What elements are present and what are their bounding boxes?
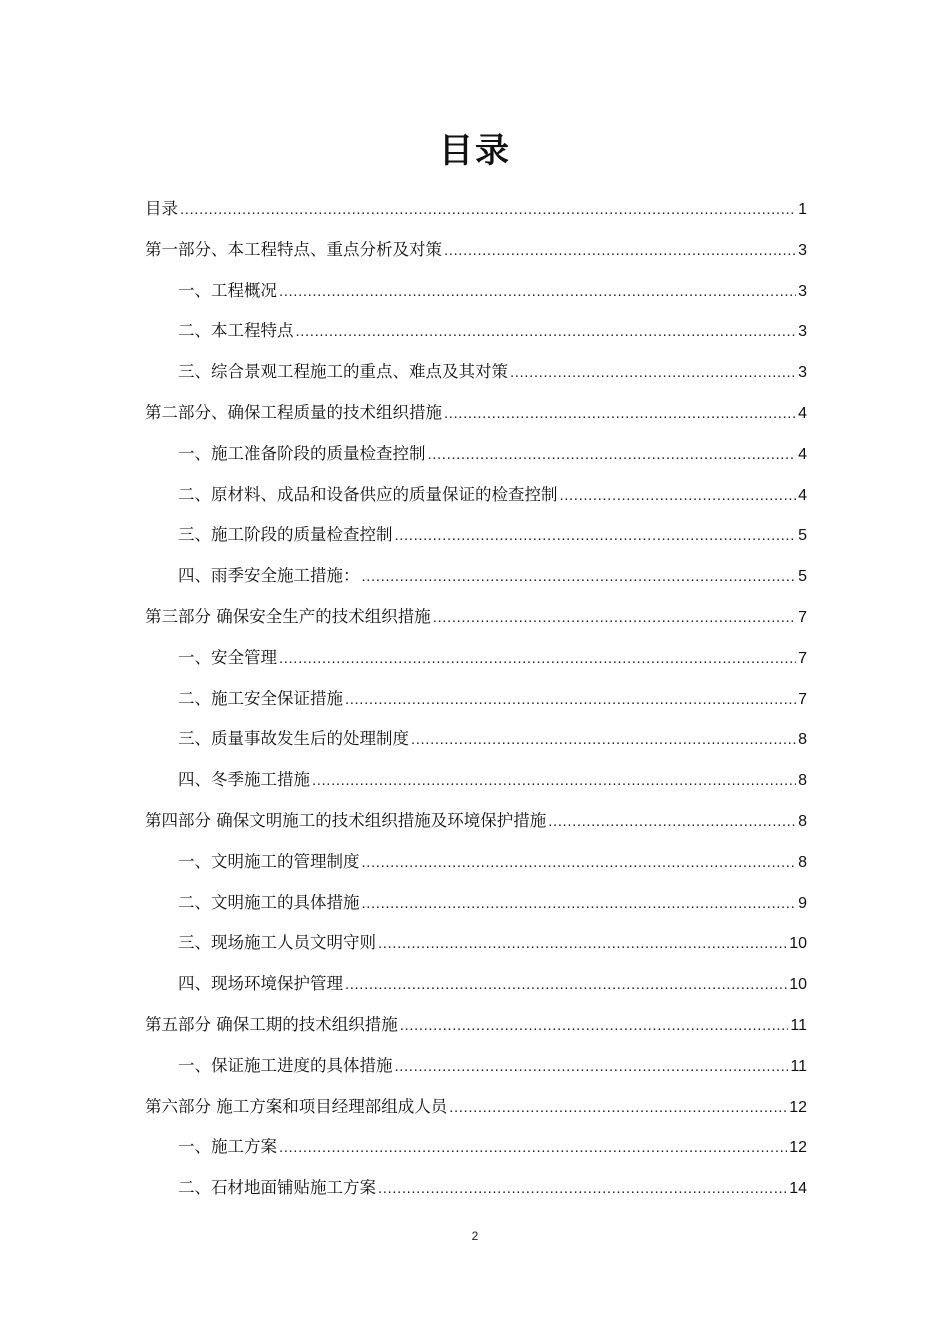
toc-entry-page[interactable]: 12 bbox=[789, 1139, 807, 1157]
toc-entry-page[interactable]: 12 bbox=[789, 1098, 807, 1116]
toc-dot-leader bbox=[400, 1006, 789, 1047]
toc-dot-leader bbox=[362, 843, 797, 884]
toc-entry[interactable] bbox=[145, 393, 807, 434]
toc-entry[interactable] bbox=[145, 1046, 807, 1087]
toc-dot-leader bbox=[395, 1047, 789, 1088]
toc-dot-leader bbox=[548, 802, 796, 843]
toc-entry-title[interactable]: 第三部分 确保安全生产的技术组织措施 bbox=[145, 606, 431, 626]
toc-entry[interactable] bbox=[145, 1127, 807, 1168]
toc-dot-leader bbox=[180, 190, 796, 231]
toc-entry-title[interactable]: 三、综合景观工程施工的重点、难点及其对策 bbox=[178, 362, 508, 382]
page-number: 2 bbox=[471, 1229, 479, 1243]
toc-entry-page[interactable]: 8 bbox=[798, 853, 807, 871]
toc-entry-page[interactable]: 8 bbox=[798, 772, 807, 790]
toc-entry[interactable] bbox=[145, 1168, 807, 1209]
toc-dot-leader bbox=[449, 1088, 787, 1129]
toc-entry[interactable] bbox=[145, 434, 807, 475]
table-of-contents bbox=[145, 189, 807, 1209]
toc-entry-title[interactable]: 第六部分 施工方案和项目经理部组成人员 bbox=[145, 1096, 448, 1116]
toc-entry-page[interactable]: 8 bbox=[798, 731, 807, 749]
toc-entry-page[interactable]: 11 bbox=[790, 1016, 807, 1034]
toc-entry-title[interactable]: 第五部分 确保工期的技术组织措施 bbox=[145, 1014, 398, 1034]
toc-entry[interactable] bbox=[145, 679, 807, 720]
toc-entry-title[interactable]: 三、施工阶段的质量检查控制 bbox=[178, 525, 393, 545]
toc-entry-page[interactable]: 1 bbox=[798, 201, 807, 218]
toc-entry[interactable] bbox=[145, 964, 807, 1005]
toc-dot-leader bbox=[279, 639, 796, 680]
toc-entry[interactable] bbox=[145, 352, 807, 393]
toc-entry-title[interactable]: 三、质量事故发生后的处理制度 bbox=[178, 729, 409, 749]
toc-entry[interactable] bbox=[145, 883, 807, 924]
toc-entry-page[interactable]: 7 bbox=[798, 608, 807, 626]
toc-entry-title[interactable]: 二、石材地面铺贴施工方案 bbox=[178, 1178, 376, 1198]
toc-entry[interactable] bbox=[145, 189, 807, 230]
toc-entry-page[interactable]: 4 bbox=[798, 486, 807, 504]
toc-entry-page[interactable]: 10 bbox=[789, 976, 807, 994]
toc-dot-leader bbox=[345, 680, 796, 721]
toc-dot-leader bbox=[279, 1128, 787, 1169]
toc-entry[interactable] bbox=[145, 842, 807, 883]
toc-entry-page[interactable]: 4 bbox=[798, 445, 807, 463]
toc-entry-page[interactable]: 9 bbox=[798, 894, 807, 912]
toc-entry-title[interactable]: 目录 bbox=[145, 199, 178, 218]
toc-entry-page[interactable]: 7 bbox=[798, 649, 807, 667]
toc-entry-title[interactable]: 二、文明施工的具体措施 bbox=[178, 892, 360, 912]
toc-entry-title[interactable]: 一、工程概况 bbox=[178, 280, 277, 300]
toc-entry-page[interactable]: 3 bbox=[798, 364, 807, 382]
toc-entry-title[interactable]: 一、安全管理 bbox=[178, 647, 277, 667]
toc-entry[interactable] bbox=[145, 515, 807, 556]
toc-entry-title[interactable]: 第四部分 确保文明施工的技术组织措施及环境保护措施 bbox=[145, 810, 547, 830]
toc-dot-leader bbox=[444, 231, 796, 272]
toc-entry-title[interactable]: 一、文明施工的管理制度 bbox=[178, 851, 360, 871]
toc-dot-leader bbox=[378, 1169, 787, 1210]
toc-entry-title[interactable]: 三、现场施工人员文明守则 bbox=[178, 933, 376, 953]
toc-entry-page[interactable]: 14 bbox=[789, 1180, 807, 1198]
toc-entry-page[interactable]: 5 bbox=[798, 568, 807, 586]
toc-entry-title[interactable]: 二、施工安全保证措施 bbox=[178, 688, 343, 708]
toc-entry-title[interactable]: 四、现场环境保护管理 bbox=[178, 974, 343, 994]
toc-entry[interactable] bbox=[145, 719, 807, 760]
toc-entry[interactable] bbox=[145, 923, 807, 964]
toc-entry-title[interactable]: 四、冬季施工措施 bbox=[178, 770, 310, 790]
toc-dot-leader bbox=[345, 965, 787, 1006]
toc-entry[interactable] bbox=[145, 311, 807, 352]
toc-dot-leader bbox=[312, 761, 796, 802]
toc-entry-page[interactable]: 3 bbox=[798, 323, 807, 341]
toc-entry[interactable] bbox=[145, 638, 807, 679]
toc-dot-leader bbox=[428, 435, 797, 476]
toc-dot-leader bbox=[560, 476, 797, 517]
toc-dot-leader bbox=[279, 272, 796, 313]
toc-entry-title[interactable]: 一、施工方案 bbox=[178, 1137, 277, 1157]
toc-entry[interactable] bbox=[145, 597, 807, 638]
toc-dot-leader bbox=[362, 557, 797, 598]
toc-entry[interactable] bbox=[145, 556, 807, 597]
toc-entry-page[interactable]: 3 bbox=[798, 241, 807, 259]
toc-entry[interactable] bbox=[145, 801, 807, 842]
toc-dot-leader bbox=[296, 312, 797, 353]
toc-entry-page[interactable]: 5 bbox=[798, 527, 807, 545]
toc-entry-page[interactable]: 3 bbox=[798, 282, 807, 300]
toc-dot-leader bbox=[444, 394, 796, 435]
toc-entry-title[interactable]: 一、施工准备阶段的质量检查控制 bbox=[178, 443, 426, 463]
toc-dot-leader bbox=[395, 516, 797, 557]
toc-entry-page[interactable]: 11 bbox=[790, 1057, 807, 1075]
toc-entry-title[interactable]: 二、本工程特点 bbox=[178, 321, 294, 341]
toc-entry-page[interactable]: 8 bbox=[798, 812, 807, 830]
toc-entry[interactable] bbox=[145, 1087, 807, 1128]
toc-entry-title[interactable]: 一、保证施工进度的具体措施 bbox=[178, 1055, 393, 1075]
toc-entry[interactable] bbox=[145, 1005, 807, 1046]
toc-entry[interactable] bbox=[145, 230, 807, 271]
toc-entry[interactable] bbox=[145, 760, 807, 801]
toc-entry-title[interactable]: 第二部分、确保工程质量的技术组织措施 bbox=[145, 402, 442, 422]
toc-dot-leader bbox=[362, 884, 797, 925]
toc-entry-title[interactable]: 四、雨季安全施工措施： bbox=[178, 566, 360, 586]
toc-entry-page[interactable]: 4 bbox=[798, 404, 807, 422]
toc-entry-title[interactable]: 第一部分、本工程特点、重点分析及对策 bbox=[145, 239, 442, 259]
toc-dot-leader bbox=[510, 353, 796, 394]
toc-entry-page[interactable]: 10 bbox=[789, 935, 807, 953]
toc-entry[interactable] bbox=[145, 475, 807, 516]
toc-dot-leader bbox=[378, 924, 787, 965]
toc-entry[interactable] bbox=[145, 271, 807, 312]
toc-dot-leader bbox=[411, 720, 796, 761]
toc-entry-title[interactable]: 二、原材料、成品和设备供应的质量保证的检查控制 bbox=[178, 484, 558, 504]
page-title: 目录 bbox=[439, 131, 511, 171]
toc-dot-leader bbox=[433, 598, 796, 639]
toc-entry-page[interactable]: 7 bbox=[798, 690, 807, 708]
